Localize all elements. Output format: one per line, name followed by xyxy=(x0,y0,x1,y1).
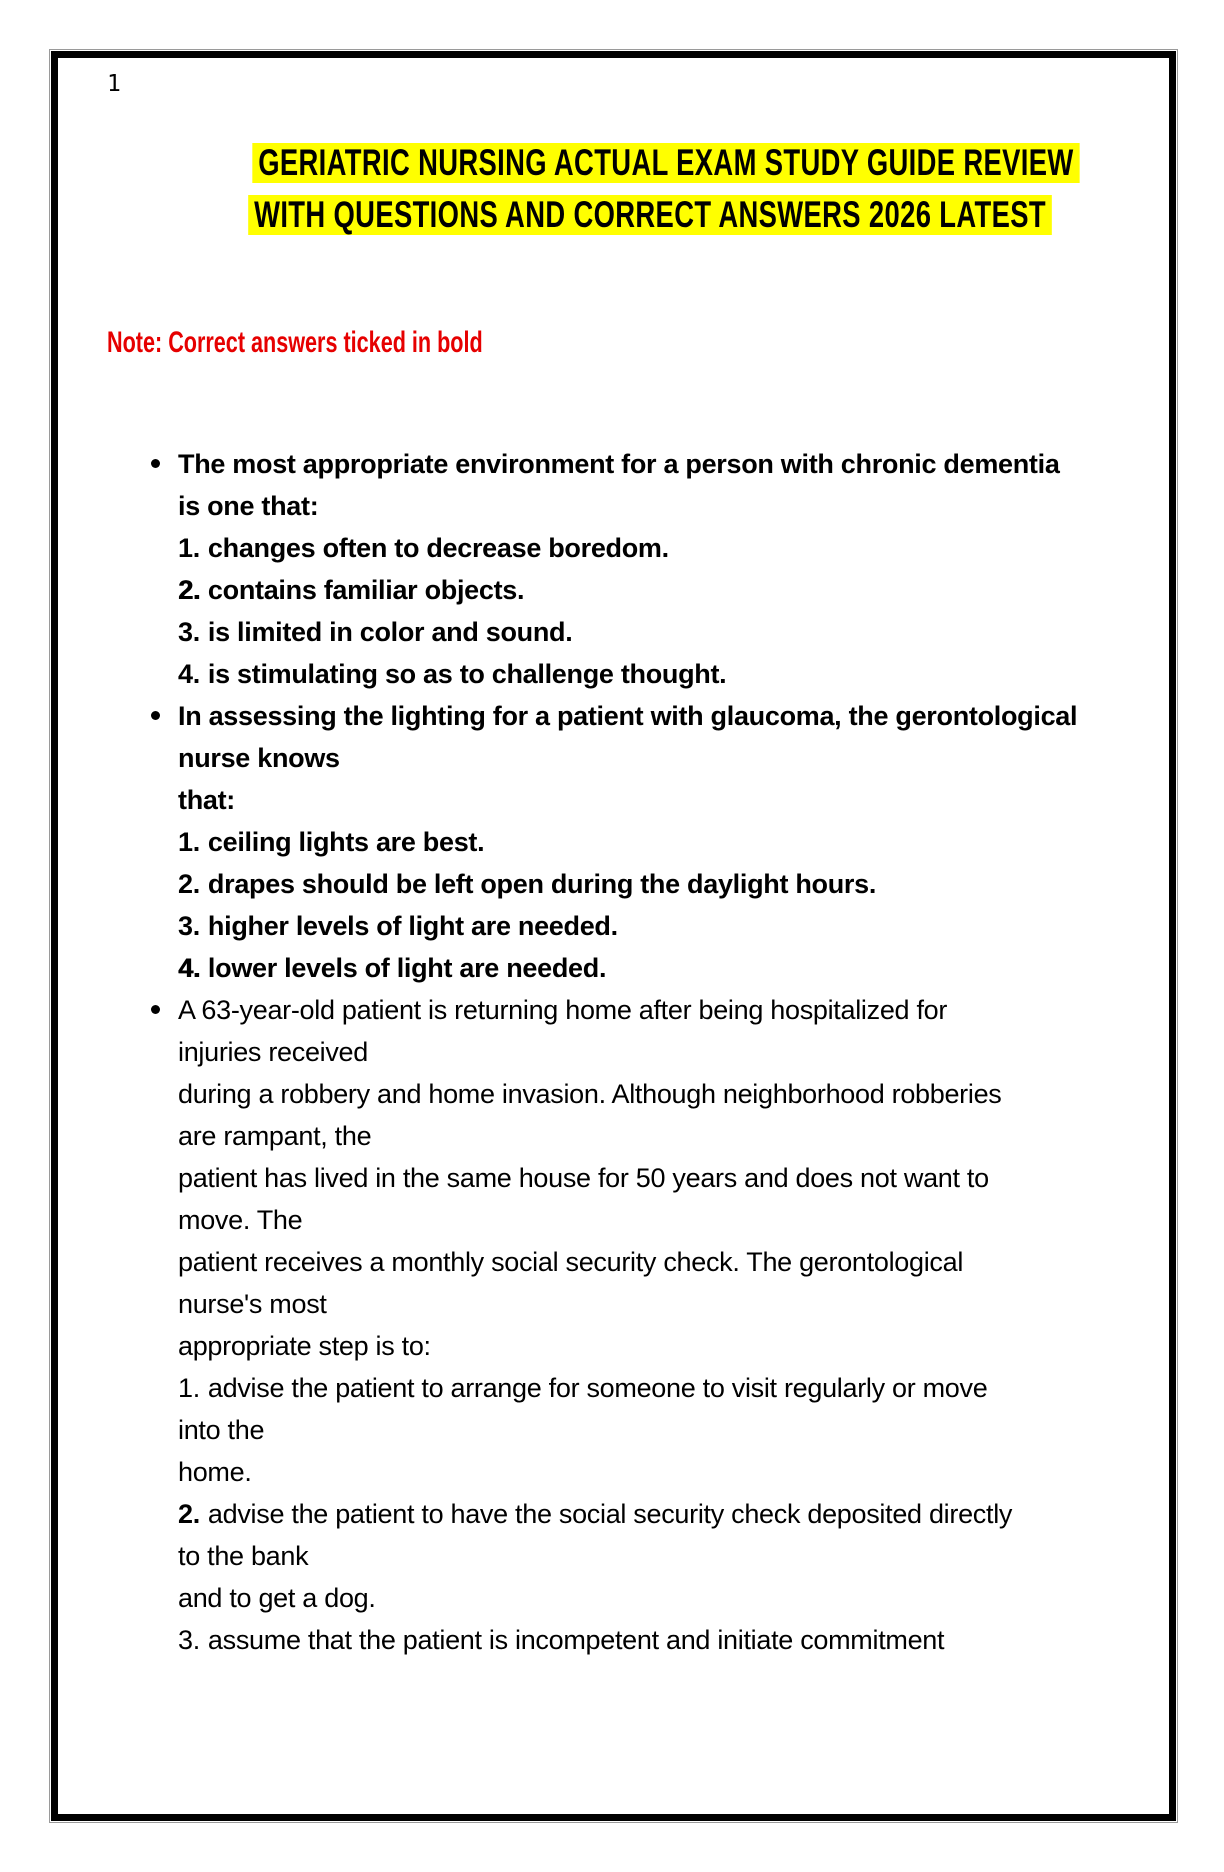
question-stem-line: is one that: xyxy=(178,491,319,521)
option-number: 2. xyxy=(178,869,200,899)
question-stem-line: nurse knows xyxy=(178,743,340,773)
option-line xyxy=(178,821,1149,863)
note-line xyxy=(107,325,1149,361)
option-line xyxy=(178,527,1149,569)
option-line xyxy=(178,611,1149,653)
option-number: 3. xyxy=(178,617,200,647)
option-number-correct: 2. xyxy=(178,1499,200,1529)
option-line xyxy=(178,569,1149,611)
option-number: 3. xyxy=(178,911,200,941)
bullet-icon xyxy=(151,1005,160,1014)
option-number: 3. xyxy=(178,1625,200,1655)
option-text: ceiling lights are best. xyxy=(207,827,485,857)
title-highlight-1: GERIATRIC NURSING ACTUAL EXAM STUDY GUIDE REVIEW xyxy=(252,143,1079,183)
option-line xyxy=(178,653,1149,695)
option-number-correct: 4. xyxy=(178,953,200,983)
question-item-2 xyxy=(107,695,1149,989)
document-title xyxy=(107,142,1074,247)
option-number: 1. xyxy=(178,533,200,563)
page-number: 1 xyxy=(107,71,121,97)
option-line xyxy=(178,1619,1149,1661)
option-number: 4. xyxy=(178,659,200,689)
question-stem-line: injuries received xyxy=(178,1037,368,1067)
option-text: changes often to decrease boredom. xyxy=(207,533,669,563)
question-stem-line: that: xyxy=(178,785,235,815)
question-item-3 xyxy=(107,989,1149,1661)
question-stem-line: A 63-year-old patient is returning home after being hospitalized for xyxy=(178,995,948,1025)
question-stem-line: move. The xyxy=(178,1205,303,1235)
question-stem-line: In assessing the lighting for a patient with glaucoma, the gerontological xyxy=(178,701,1078,731)
title-line-1 xyxy=(107,142,1074,195)
question-stem-line: appropriate step is to: xyxy=(178,1331,431,1361)
option-text: is stimulating so as to challenge thought. xyxy=(207,659,727,689)
note-text: Note: Correct answers ticked in bold xyxy=(107,326,483,359)
question-stem-line: are rampant, the xyxy=(178,1121,372,1151)
option-text: advise the patient to arrange for someone to visit regularly or move xyxy=(207,1373,988,1403)
question-list xyxy=(107,443,1149,1661)
question-stem-line: patient has lived in the same house for 50 years and does not want to xyxy=(178,1163,989,1193)
option-text: contains familiar objects. xyxy=(207,575,525,605)
option-text: advise the patient to have the social security check deposited directly xyxy=(207,1499,1013,1529)
option-number-correct: 2. xyxy=(178,575,200,605)
option-number: 1. xyxy=(178,1373,200,1403)
question-stem-line: patient receives a monthly social security check. The gerontological xyxy=(178,1247,964,1277)
option-continuation-line: and to get a dog. xyxy=(178,1583,376,1613)
page-border xyxy=(51,51,1176,1821)
option-text: drapes should be left open during the daylight hours. xyxy=(207,869,877,899)
option-number: 1. xyxy=(178,827,200,857)
option-text: lower levels of light are needed. xyxy=(207,953,607,983)
option-text: assume that the patient is incompetent and initiate commitment xyxy=(207,1625,945,1655)
title-highlight-2: WITH QUESTIONS AND CORRECT ANSWERS 2026 LATEST xyxy=(248,195,1052,235)
question-stem-line: during a robbery and home invasion. Although neighborhood robberies xyxy=(178,1079,1002,1109)
option-continuation-line: into the xyxy=(178,1415,265,1445)
option-line xyxy=(178,863,1149,905)
option-continuation-line: to the bank xyxy=(178,1541,309,1571)
option-line xyxy=(178,1367,1149,1409)
option-line xyxy=(178,947,1149,989)
option-text: is limited in color and sound. xyxy=(207,617,573,647)
title-line-2 xyxy=(107,194,1046,247)
option-line xyxy=(178,905,1149,947)
bullet-icon xyxy=(151,459,160,468)
bullet-icon xyxy=(151,711,160,720)
page-content xyxy=(58,58,1169,1661)
option-continuation-line: home. xyxy=(178,1457,252,1487)
option-line xyxy=(178,1493,1149,1535)
question-item-1 xyxy=(107,443,1149,695)
question-stem-line: The most appropriate environment for a person with chronic dementia xyxy=(178,449,1060,479)
question-stem-line: nurse's most xyxy=(178,1289,327,1319)
option-text: higher levels of light are needed. xyxy=(207,911,618,941)
